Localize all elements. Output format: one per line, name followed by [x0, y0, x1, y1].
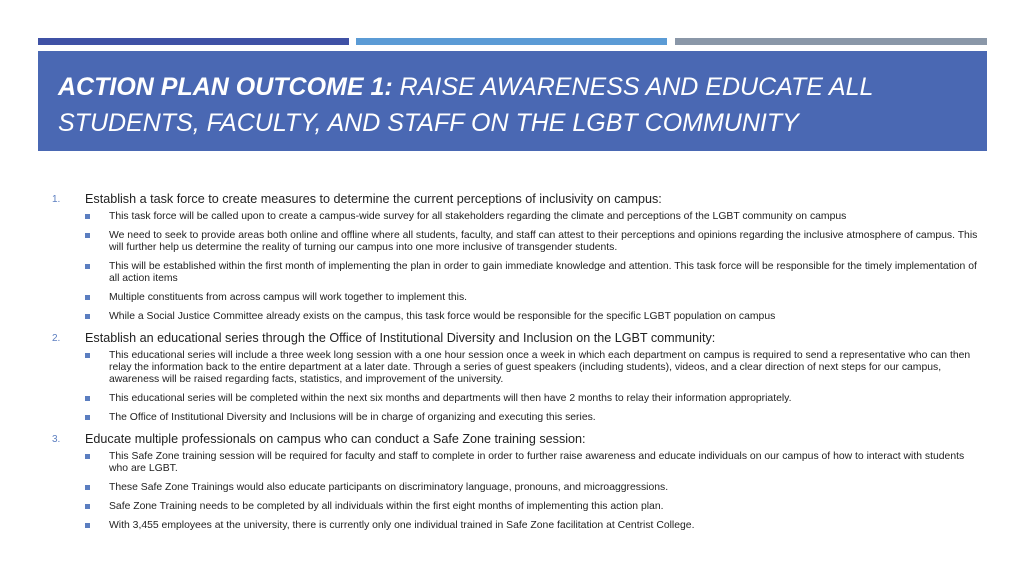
sub-item-text: Multiple constituents from across campus will work together to implement this.: [109, 292, 468, 303]
sub-item: [52, 501, 982, 513]
sub-list-2: [52, 350, 982, 424]
sub-item-text: This educational series will include a three week long session with a one hour session once a week in which each department on campus is required to send a representative who can then relay the information back to the entire department at a later date. Through a series of guest speakers (including students), videos, and a clear direction of next steps for our campus, awareness will be raised regarding facts, statistics, and improvement of the university.: [109, 350, 971, 385]
title-rest: RAISE AWARENESS AND EDUCATE ALL STUDENTS, FACULTY, AND STAFF ON THE LGBT COMMUNITY: [58, 73, 873, 137]
sub-item-text: With 3,455 employees at the university, there is currently only one individual trained in Safe Zone facilitation at Centrist College.: [109, 520, 695, 531]
sub-item-text: These Safe Zone Trainings would also educate participants on discriminatory language, pronouns, and microaggressions.: [109, 482, 669, 493]
sub-item-text: We need to seek to provide areas both online and offline where all students, faculty, and staff can attest to their perceptions and opinions regarding the inclusive atmosphere of campus. This will further help us determine the reality of turning our campus into one more inclusive of transgender students.: [109, 230, 978, 253]
sub-item: [52, 393, 982, 405]
square-bullet-icon: [85, 214, 90, 219]
title-lead: ACTION PLAN OUTCOME 1:: [58, 73, 393, 101]
sub-item-text: The Office of Institutional Diversity and Inclusions will be in charge of organizing and executing this series.: [109, 412, 596, 423]
list-item-3: [52, 431, 982, 447]
square-bullet-icon: [85, 264, 90, 269]
slide-title: [58, 69, 958, 141]
sub-item-text: This Safe Zone training session will be required for faculty and staff to complete in order to further raise awareness and educate individuals on our campus of how to interact with students who are LGBT.: [109, 451, 965, 474]
square-bullet-icon: [85, 454, 90, 459]
sub-item: [52, 211, 982, 223]
sub-item: [52, 230, 982, 254]
sub-item: [52, 292, 982, 304]
item-text: Establish a task force to create measures to determine the current perceptions of inclusivity on campus:: [85, 192, 662, 206]
sub-item-text: Safe Zone Training needs to be completed by all individuals within the first eight months of implementing this action plan.: [109, 501, 664, 512]
list-item-1: [52, 191, 982, 207]
sub-item: [52, 451, 982, 475]
title-band: [38, 51, 987, 151]
sub-item-text: This task force will be called upon to create a campus-wide survey for all stakeholders regarding the climate and perceptions of the LGBT community on campus: [109, 211, 847, 222]
sub-item: [52, 412, 982, 424]
square-bullet-icon: [85, 233, 90, 238]
action-plan-list: [52, 191, 982, 539]
decorative-top-bars: [38, 38, 987, 45]
sub-item: [52, 311, 982, 323]
sub-item-text: This educational series will be completed within the next six months and departments will then have 2 months to relay their information appropriately.: [109, 393, 792, 404]
item-number: 3.: [52, 434, 61, 445]
square-bullet-icon: [85, 396, 90, 401]
square-bullet-icon: [85, 485, 90, 490]
top-bar-middle: [356, 38, 667, 45]
sub-item-text: This will be established within the first month of implementing the plan in order to gain immediate knowledge and attention. This task force will be responsible for the timely implementation of all action items: [109, 261, 977, 284]
square-bullet-icon: [85, 295, 90, 300]
item-text: Educate multiple professionals on campus who can conduct a Safe Zone training session:: [85, 432, 586, 446]
sub-list-1: [52, 211, 982, 323]
top-bar-left: [38, 38, 349, 45]
sub-item: [52, 482, 982, 494]
top-bar-right: [675, 38, 987, 45]
item-number: 1.: [52, 194, 61, 205]
square-bullet-icon: [85, 415, 90, 420]
sub-item: [52, 350, 982, 386]
sub-item: [52, 520, 982, 532]
sub-item: [52, 261, 982, 285]
item-number: 2.: [52, 333, 61, 344]
sub-item-text: While a Social Justice Committee already exists on the campus, this task force would be responsible for the specific LGBT population on campus: [109, 311, 776, 322]
sub-list-3: [52, 451, 982, 532]
list-item-2: [52, 330, 982, 346]
item-text: Establish an educational series through the Office of Institutional Diversity and Inclusion on the LGBT community:: [85, 331, 716, 345]
square-bullet-icon: [85, 523, 90, 528]
square-bullet-icon: [85, 504, 90, 509]
square-bullet-icon: [85, 353, 90, 358]
square-bullet-icon: [85, 314, 90, 319]
